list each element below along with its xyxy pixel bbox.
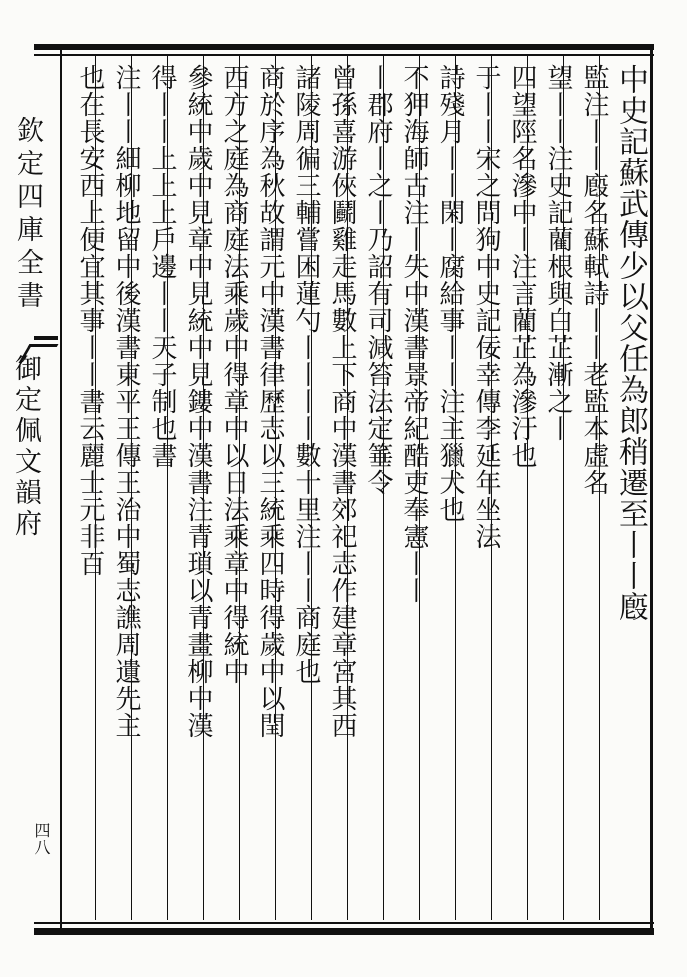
text-column: 參統中歲中見章中見統中見鏤中漢書注青瑣以青畫柳中漢 bbox=[183, 64, 213, 739]
bottom-border-inner-rule bbox=[34, 922, 654, 924]
text-column: 西方之庭為商庭法乘歲中得章中以日法乘章中得統中 bbox=[219, 64, 249, 685]
text-column: 中史記蘇武傳少以父任為郎稍遷至丨丨廏 bbox=[613, 64, 648, 622]
text-column: 注丨丨細柳地留中後漢書東平王傳王治中蜀志譙周遺先主 bbox=[111, 64, 141, 739]
text-column: 得丨丨上上上戶邊丨丨天子制也書 bbox=[147, 64, 177, 469]
text-column: 曾孫喜游俠鬬雞走馬數上下商中漢書郊祀志作建章宮其西 bbox=[327, 64, 357, 739]
text-column: 詩殘月丨丨閑丨腐給事丨丨注主獵犬也 bbox=[435, 64, 465, 523]
collection-title: 欽定四庫全書 bbox=[12, 116, 43, 314]
text-column: 不狎海師古注丨失中漢書景帝紀酷吏奉憲丨丨 bbox=[399, 64, 429, 604]
bottom-border-rule bbox=[34, 928, 654, 935]
left-frame-line bbox=[60, 44, 62, 935]
text-column: 也在長安西上便宜其事丨丨書云麗士元非百 bbox=[75, 64, 105, 577]
top-border-rule bbox=[34, 44, 654, 50]
text-column: 望丨丨注史記藺根與白芷漸之丨 bbox=[543, 64, 573, 442]
page-number: 四八 bbox=[32, 822, 51, 856]
margin-divider bbox=[34, 336, 58, 340]
text-column: 諸陵周徧三輔嘗困蓮勺丨丨丨丨數十里注丨丨商庭也 bbox=[291, 64, 321, 685]
margin-strip bbox=[0, 50, 58, 930]
text-column: 于丨丨宋之問狗中史記佞幸傳李延年坐法 bbox=[471, 64, 501, 550]
text-block bbox=[66, 54, 648, 920]
book-title: 御定佩文韻府 bbox=[10, 354, 41, 540]
text-column: 商於序為秋故謂元中漢書律歷志以三統乘四時得歲中以閏 bbox=[255, 64, 285, 739]
text-column: 四望陘名滲中丨注言藺芷為滲汙也 bbox=[507, 64, 537, 469]
text-column: 丨郡府丨之丨乃詔有司減笞法定箠令 bbox=[363, 64, 393, 496]
text-column: 監注丨丨廏名蘇軾詩丨丨老監本虛名 bbox=[579, 64, 609, 496]
